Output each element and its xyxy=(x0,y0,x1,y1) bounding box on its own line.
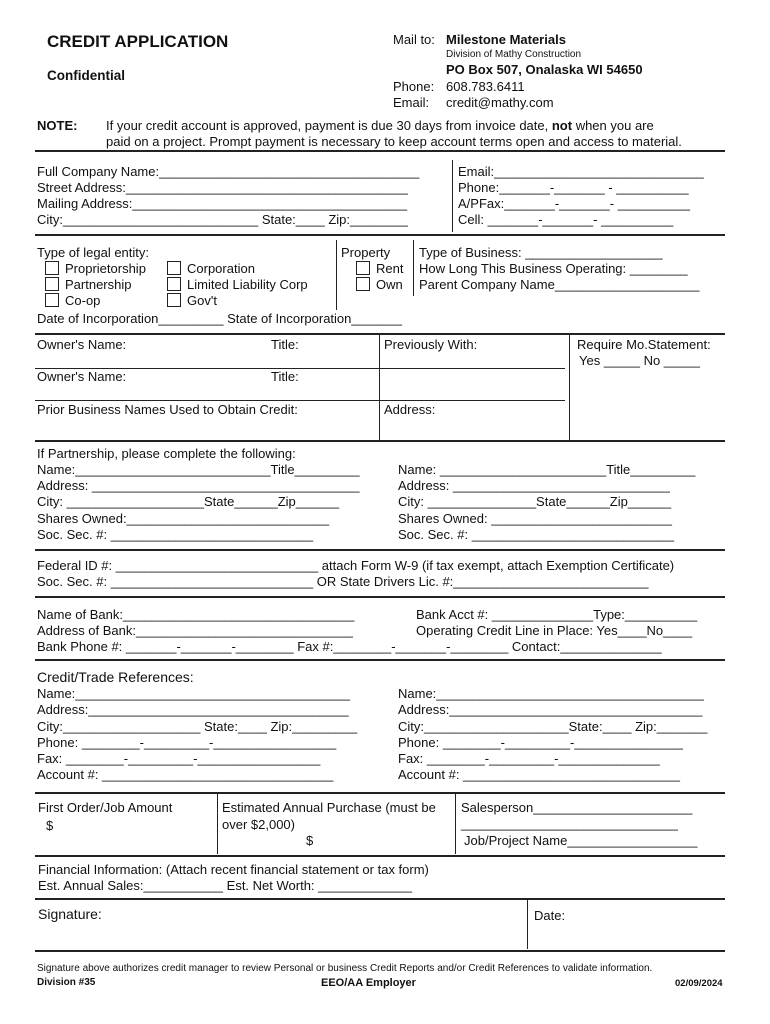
checkbox-icon[interactable] xyxy=(356,261,370,275)
division-number: Division #35 xyxy=(37,977,96,988)
divider xyxy=(35,150,725,152)
partner-2-city-field[interactable]: City: _______________State______Zip______ xyxy=(398,494,672,509)
checkbox-govt[interactable]: Gov't xyxy=(167,293,217,309)
ref-2-fax-field[interactable]: Fax: ________-_________-______________ xyxy=(398,751,660,766)
ap-fax-field[interactable]: A/PFax:_______-_______- __________ xyxy=(458,196,691,211)
partner-2-shares-field[interactable]: Shares Owned: _________________________ xyxy=(398,511,672,526)
divider xyxy=(455,794,456,854)
divider xyxy=(527,899,528,949)
ssn-drivers-lic-field[interactable]: Soc. Sec. #: ____________________________ OR State Drivers Lic. #:___________________________ xyxy=(37,574,649,589)
checkbox-icon[interactable] xyxy=(167,293,181,307)
ref-1-name-field[interactable]: Name:______________________________________ xyxy=(37,686,351,701)
checkbox-icon[interactable] xyxy=(356,277,370,291)
incorporation-field[interactable]: Date of Incorporation_________ State of Incorporation_______ xyxy=(37,311,402,326)
ref-2-account-field[interactable]: Account #: ______________________________ xyxy=(398,767,680,782)
ref-1-fax-field[interactable]: Fax: ________-_________-_________________ xyxy=(37,751,321,766)
estimated-purchase-amount-field[interactable]: $ xyxy=(306,833,314,848)
form-subtitle: Confidential xyxy=(47,68,125,83)
divider xyxy=(217,794,218,854)
ref-2-address-field[interactable]: Address:___________________________________ xyxy=(398,702,703,717)
divider xyxy=(35,440,725,442)
note-label: NOTE: xyxy=(37,118,78,133)
checkbox-icon[interactable] xyxy=(45,293,59,307)
divider xyxy=(35,333,725,335)
checkbox-icon[interactable] xyxy=(167,261,181,275)
parent-company-field[interactable]: Parent Company Name____________________ xyxy=(419,277,700,292)
ref-2-name-field[interactable]: Name:_____________________________________ xyxy=(398,686,704,701)
divider xyxy=(379,335,380,440)
require-statement-yes-no[interactable]: Yes _____ No _____ xyxy=(579,353,700,368)
partner-1-city-field[interactable]: City: ___________________State______Zip______ xyxy=(37,494,340,509)
require-statement-label: Require Mo.Statement: xyxy=(577,337,711,352)
checkbox-icon[interactable] xyxy=(45,261,59,275)
street-address-field[interactable]: Street Address:_______________________________________ xyxy=(37,180,408,195)
form-title: CREDIT APPLICATION xyxy=(47,32,229,51)
phone-label: Phone: xyxy=(393,79,435,94)
prior-business-names-label: Prior Business Names Used to Obtain Credit: xyxy=(37,402,298,417)
partner-1-shares-field[interactable]: Shares Owned:____________________________ xyxy=(37,511,330,526)
previously-with-label: Previously With: xyxy=(384,337,478,352)
salesperson-field[interactable]: Salesperson______________________ xyxy=(461,800,693,815)
ref-1-city-field[interactable]: City:___________________ State:____ Zip:_________ xyxy=(37,719,358,734)
financial-fields[interactable]: Est. Annual Sales:___________ Est. Net Worth: _____________ xyxy=(38,878,413,893)
signature-disclaimer: Signature above authorizes credit manager to review Personal or business Credit Reports and/or Credit References to validate information. xyxy=(37,963,653,974)
phone-field[interactable]: Phone:_______-_______ - __________ xyxy=(458,180,689,195)
checkbox-icon[interactable] xyxy=(167,277,181,291)
divider xyxy=(35,898,725,900)
checkbox-co-op[interactable]: Co-op xyxy=(45,293,100,309)
partner-2-address-field[interactable]: Address: ______________________________ xyxy=(398,478,670,493)
first-order-label: First Order/Job Amount xyxy=(38,800,173,815)
company-name: Milestone Materials xyxy=(446,32,566,47)
note-line-2: paid on a project. Prompt payment is necessary to keep account terms open and access to material. xyxy=(106,134,682,149)
email-field[interactable]: Email:_____________________________ xyxy=(458,164,704,179)
checkbox-partnership[interactable]: Partnership xyxy=(45,277,131,293)
checkbox-rent[interactable]: Rent xyxy=(356,261,403,277)
first-order-amount-field[interactable]: $ xyxy=(46,818,54,833)
ref-1-phone-field[interactable]: Phone: ________-_________-_________________ xyxy=(37,735,337,750)
divider xyxy=(35,855,725,857)
partner-1-name-field[interactable]: Name:___________________________Title_________ xyxy=(37,462,360,477)
divider xyxy=(35,596,725,598)
ref-2-phone-field[interactable]: Phone: ________-_________-_______________ xyxy=(398,735,683,750)
mail-to-label: Mail to: xyxy=(393,32,435,47)
checkbox-llc[interactable]: Limited Liability Corp xyxy=(167,277,308,293)
revision-date: 02/09/2024 xyxy=(675,978,723,989)
financial-info-label: Financial Information: (Attach recent financial statement or tax form) xyxy=(38,862,429,877)
partner-2-name-field[interactable]: Name: _______________________Title_________ xyxy=(398,462,696,477)
company-division: Division of Mathy Construction xyxy=(446,49,582,60)
email-label: Email: xyxy=(393,95,430,110)
eeo-statement: EEO/AA Employer xyxy=(321,977,416,989)
federal-id-field[interactable]: Federal ID #: ____________________________ attach Form W-9 (if tax exempt, attach Exemption Certificate) xyxy=(37,558,675,573)
owner-name-label-1: Owner's Name: xyxy=(37,337,127,352)
partner-1-ssn-field[interactable]: Soc. Sec. #: ____________________________ xyxy=(37,527,314,542)
checkbox-proprietorship[interactable]: Proprietorship xyxy=(45,261,146,277)
date-field[interactable]: Date: xyxy=(534,908,566,923)
divider xyxy=(35,950,725,952)
partner-1-address-field[interactable]: Address: _____________________________________ xyxy=(37,478,360,493)
ref-2-city-field[interactable]: City:____________________State:____ Zip:_______ xyxy=(398,719,708,734)
owner-title-label-1: Title: xyxy=(271,337,299,352)
divider xyxy=(35,792,725,794)
mailing-address-field[interactable]: Mailing Address:______________________________________ xyxy=(37,196,408,211)
cell-field[interactable]: Cell: _______-_______- __________ xyxy=(458,212,674,227)
company-email: credit@mathy.com xyxy=(446,95,554,110)
credit-line-field[interactable]: Operating Credit Line in Place: Yes____No____ xyxy=(416,623,693,638)
owner-line-2[interactable] xyxy=(35,400,565,401)
divider xyxy=(35,659,725,661)
signature-field[interactable]: Signature: xyxy=(38,906,102,922)
divider xyxy=(336,240,337,310)
property-label: Property xyxy=(341,245,391,260)
references-heading: Credit/Trade References: xyxy=(37,669,194,685)
divider xyxy=(413,240,414,296)
full-company-name-field[interactable]: Full Company Name:____________________________________ xyxy=(37,164,420,179)
business-duration-field[interactable]: How Long This Business Operating: ________ xyxy=(419,261,688,276)
company-phone: 608.783.6411 xyxy=(446,79,525,94)
checkbox-corporation[interactable]: Corporation xyxy=(167,261,255,277)
checkbox-own[interactable]: Own xyxy=(356,277,403,293)
bank-phone-field[interactable]: Bank Phone #: _______-_______-________ Fax #:________-_______-________ Contact:______________ xyxy=(37,639,662,654)
bank-address-field[interactable]: Address of Bank:______________________________ xyxy=(37,623,353,638)
business-type-field[interactable]: Type of Business: ___________________ xyxy=(419,245,663,260)
divider xyxy=(35,549,725,551)
company-address: PO Box 507, Onalaska WI 54650 xyxy=(446,62,643,77)
estimated-purchase-label-2: over $2,000) xyxy=(222,817,295,832)
bank-account-field[interactable]: Bank Acct #: ______________Type:__________ xyxy=(416,607,698,622)
divider xyxy=(569,335,570,440)
ref-1-account-field[interactable]: Account #: ________________________________ xyxy=(37,767,334,782)
prior-address-label: Address: xyxy=(384,402,436,417)
checkbox-icon[interactable] xyxy=(45,277,59,291)
note-line-1: If your credit account is approved, payment is due 30 days from invoice date, not when you are xyxy=(106,118,654,133)
partner-2-ssn-field[interactable]: Soc. Sec. #: ____________________________ xyxy=(398,527,675,542)
legal-entity-label: Type of legal entity: xyxy=(37,245,150,260)
partnership-heading: If Partnership, please complete the following: xyxy=(37,446,296,461)
job-project-field[interactable]: Job/Project Name__________________ xyxy=(464,833,698,848)
bank-name-field[interactable]: Name of Bank:________________________________ xyxy=(37,607,355,622)
estimated-purchase-label: Estimated Annual Purchase (must be xyxy=(222,800,436,815)
divider xyxy=(35,234,725,236)
salesperson-blank-line[interactable]: ______________________________ xyxy=(461,816,678,831)
divider xyxy=(452,160,453,232)
owner-name-label-2: Owner's Name: xyxy=(37,369,127,384)
ref-1-address-field[interactable]: Address:____________________________________ xyxy=(37,702,349,717)
owner-title-label-2: Title: xyxy=(271,369,299,384)
city-state-zip-field[interactable]: City:___________________________ State:____ Zip:________ xyxy=(37,212,408,227)
